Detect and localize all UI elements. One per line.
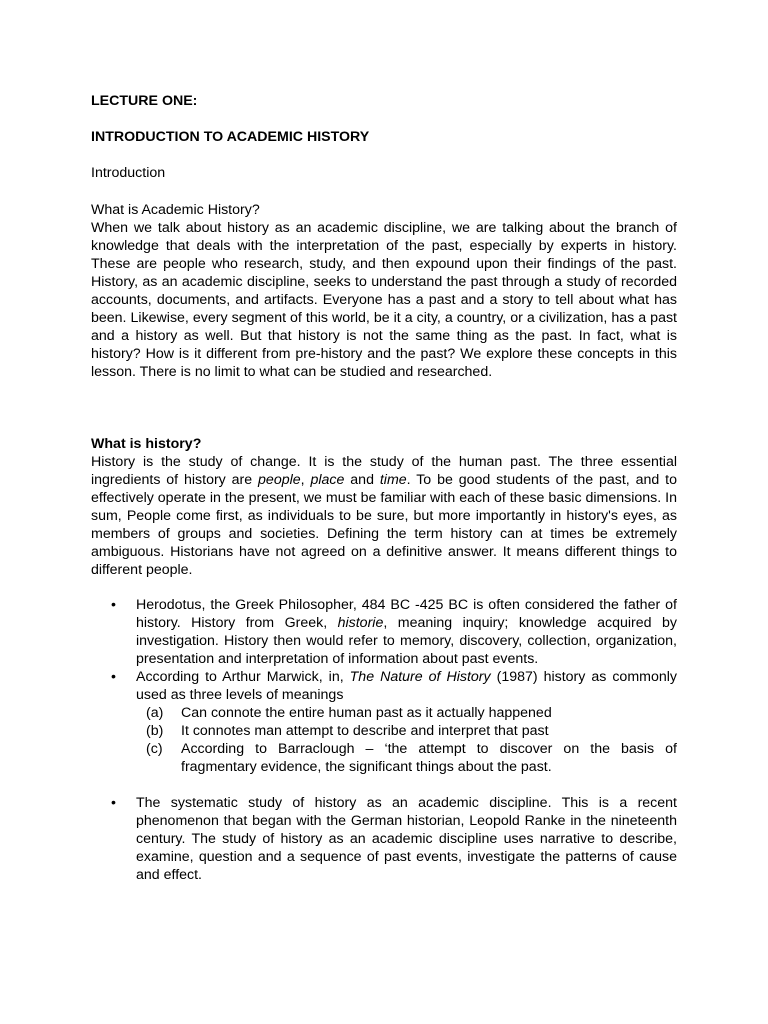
intro-label: Introduction bbox=[91, 165, 166, 181]
meaning-item: (c) According to Barraclough – ‘the attempt to discover on the basis of fragmentary evidence, the significant things about the past. bbox=[146, 741, 677, 775]
bullet-marwick: • According to Arthur Marwick, in, The Nature of History (1987) history as commonly used as three levels of meanings (a) Can connote the entire human past as it actually happened (b) It connotes man attempt to describe and interpret that past (c) According to Barraclough – ‘the attempt to discover on the basis of fragmentary evidence, the significant things about the past. bbox=[111, 669, 677, 775]
bullet-icon: • bbox=[111, 795, 116, 811]
document-page bbox=[91, 92, 677, 884]
time-emphasis: time bbox=[379, 472, 407, 488]
bullet-ranke: • The systematic study of history as an academic discipline. This is a recent phenomenon that began with the German historian, Leopold Ranke in the nineteenth century. The study of history as an academic discipline uses narrative to describe, examine, question and a sequence of past events, investigate the patterns of cause and effect. bbox=[111, 795, 677, 883]
bullet-herodotus: • Herodotus, the Greek Philosopher, 484 BC -425 BC is often considered the father of history. History from Greek, historie, meaning inquiry; knowledge acquired by investigation. History then would refer to memory, discovery, collection, organization, presentation and interpretation of information about past events. bbox=[111, 597, 677, 667]
place-emphasis: place bbox=[310, 472, 345, 488]
meaning-item: (a) Can connote the entire human past as it actually happened bbox=[146, 705, 552, 721]
people-emphasis: people bbox=[258, 472, 301, 488]
lecture-label: LECTURE ONE: bbox=[91, 93, 198, 109]
bullet-list-2 bbox=[91, 794, 677, 884]
what-is-history-paragraph: History is the study of change. It is the study of the human past. The three essential ingredients of history are people, place and time. To be good students of the past, and to effectively operate in the present, we must be familiar with each of these basic dimensions. In sum, People come first, as individuals to be sure, but more importantly in history's eyes, as members of groups and societies. Defining the term history can at times be extremely ambiguous. Historians have not agreed on a definitive answer. It means different things to different people. bbox=[91, 454, 678, 578]
historie-emphasis: historie bbox=[337, 615, 384, 631]
what-is-history-heading: What is history? bbox=[91, 436, 202, 452]
book-title-emphasis: The Nature of History bbox=[349, 669, 491, 685]
meanings-list bbox=[136, 704, 677, 776]
bullet-icon: • bbox=[111, 597, 116, 613]
bullet-list bbox=[91, 596, 677, 776]
document-title: INTRODUCTION TO ACADEMIC HISTORY bbox=[91, 129, 370, 145]
academic-history-paragraph: When we talk about history as an academic discipline, we are talking about the branch of knowledge that deals with the interpretation of the past, especially by experts in history. These are people who research, study, and then expound upon their findings of the past. History, as an academic discipline, seeks to understand the past through a study of recorded accounts, documents, and artifacts. Everyone has a past and a story to tell about what has been. Likewise, every segment of this world, be it a city, a country, or a civilization, has a past and a history as well. But that history is not the same thing as the past. In fact, what is history? How is it different from pre-history and the past? We explore these concepts in this lesson. There is no limit to what can be studied and researched. bbox=[91, 220, 677, 380]
bullet-icon: • bbox=[111, 669, 116, 685]
meaning-item: (b) It connotes man attempt to describe and interpret that past bbox=[146, 723, 549, 739]
academic-history-question: What is Academic History? bbox=[91, 202, 260, 218]
